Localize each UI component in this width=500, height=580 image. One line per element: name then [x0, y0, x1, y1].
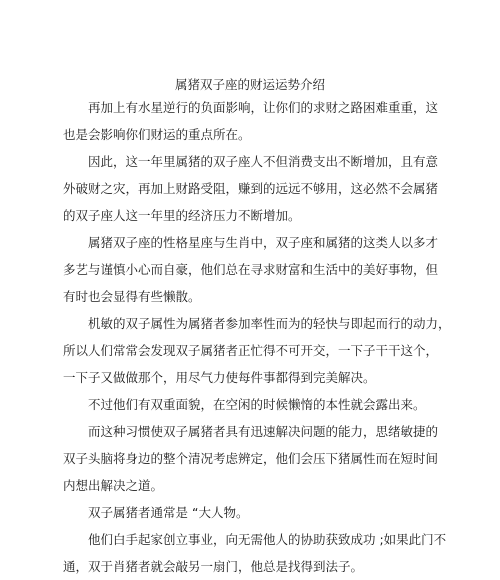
paragraph: [63, 229, 439, 310]
paragraph-line: 而这种习惯使双子属猪者具有迅速解决问题的能力，思绪敏捷的: [88, 424, 439, 439]
document-body: [63, 94, 451, 580]
paragraph: [63, 499, 403, 526]
paragraph: [63, 94, 439, 148]
document-title: 属猪双子座的财运运势介绍: [174, 77, 325, 92]
paragraph-line: 不过他们有双重面貌，在空闲的时候懒惰的本性就会露出来。: [88, 397, 426, 412]
paragraph: [63, 391, 426, 418]
paragraph-line: 再加上有水星逆行的负面影响，让你们的求财之路困难重重，这: [88, 100, 439, 115]
paragraph-line: 他们白手起家创立事业，向无需他人的协助获致成功 ;如果此门不: [88, 532, 447, 547]
paragraph-line: 的双子座人这一年里的经济压力不断增加。: [63, 208, 301, 223]
paragraph-line: 双子头脑将身边的整个清况考虑辨定，他们会压下猪属性而在短时间: [63, 451, 439, 466]
paragraph: [63, 418, 439, 499]
paragraph-line: 属猪双子座的性格星座与生肖中，双子座和属猪的这类人以多才: [88, 235, 439, 250]
paragraph-line: 所以人们常常会发现双子属猪者正忙得不可开交，一下子干干这个，: [63, 343, 439, 358]
paragraph-line: 也是会影响你们财运的重点所在。: [63, 127, 251, 142]
paragraph-line: 内想出解决之道。: [63, 478, 164, 493]
paragraph: [63, 526, 447, 580]
paragraph: [63, 310, 451, 391]
paragraph-line: 因此，这一年里属猪的双子座人不但消费支出不断增加，且有意: [88, 154, 439, 169]
paragraph-line: 外破财之灾，再加上财路受阻，赚到的远远不够用，这必然不会属猪: [63, 181, 439, 196]
paragraph-line: 多艺与谨慎小心而自豪，他们总在寻求财富和生活中的美好事物，但: [63, 262, 439, 277]
paragraph-line: 机敏的双子属性为属猪者参加率性而为的轻快与即起而行的动力，: [88, 316, 451, 331]
paragraph: [63, 148, 439, 229]
paragraph-line: 通，双于肖猪者就会敲另一扇门，他总是找得到法子。: [63, 559, 364, 574]
paragraph-line: 一下子又做做那个，用尽气力使每件事都得到完美解决。: [63, 370, 376, 385]
paragraph-line: 有时也会显得有些懒散。: [63, 289, 201, 304]
paragraph-line: 双子属猪者通常是 “大人物。: [88, 505, 249, 520]
